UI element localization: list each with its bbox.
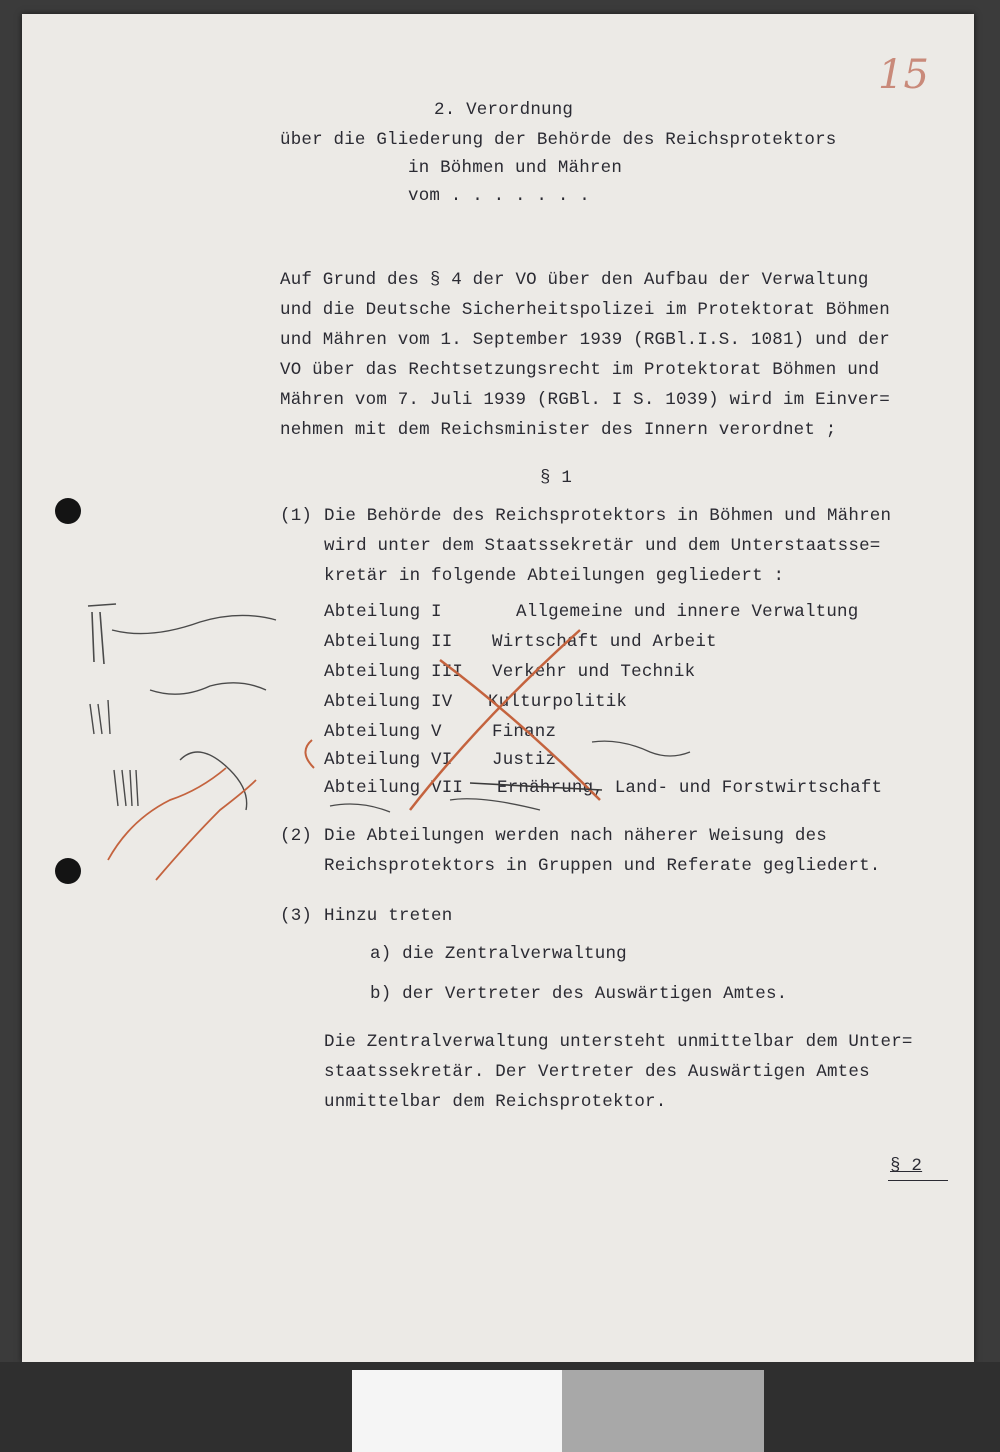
white-swatch — [352, 1370, 562, 1452]
department-name-7: Ernährung, Land- und Forstwirtschaft — [497, 778, 883, 798]
department-name-4: Kulturpolitik — [488, 692, 628, 712]
para-2-line-2: Reichsprotektors in Gruppen und Referate gegliedert. — [324, 856, 881, 876]
para-2-number: (2) — [280, 826, 313, 846]
title-line-1: 2. Verordnung — [434, 100, 574, 120]
department-label-1: Abteilung I — [324, 602, 442, 622]
department-label-6: Abteilung VI — [324, 750, 453, 770]
department-name-6: Justiz — [492, 750, 557, 770]
closing-line-2: staatssekretär. Der Vertreter des Auswärtigen Amtes — [324, 1062, 870, 1082]
title-line-3: in Böhmen und Mähren — [408, 158, 623, 178]
para-2-line-1: Die Abteilungen werden nach näherer Weisung des — [324, 826, 827, 846]
page-number: 15 — [878, 52, 929, 98]
department-label-2: Abteilung II — [324, 632, 453, 652]
department-name-1: Allgemeine und innere Verwaltung — [516, 602, 859, 622]
punch-hole-bottom — [55, 858, 81, 884]
para-1-line-1: Die Behörde des Reichsprotektors in Böhmen und Mähren — [324, 506, 892, 526]
preamble-line-1: Auf Grund des § 4 der VO über den Aufbau der Verwaltung — [280, 270, 869, 290]
title-line-2: über die Gliederung der Behörde des Reichsprotektors — [280, 130, 837, 150]
closing-line-3: unmittelbar dem Reichsprotektor. — [324, 1092, 667, 1112]
gray-swatch — [562, 1370, 764, 1452]
preamble-line-3: und Mähren vom 1. September 1939 (RGBl.I.S. 1081) und der — [280, 330, 890, 350]
department-label-3: Abteilung III — [324, 662, 464, 682]
department-label-5: Abteilung V — [324, 722, 442, 742]
department-name-2: Wirtschaft und Arbeit — [492, 632, 717, 652]
preamble-line-6: nehmen mit dem Reichsminister des Innern verordnet ; — [280, 420, 837, 440]
preamble-line-4: VO über das Rechtsetzungsrecht im Protektorat Böhmen und — [280, 360, 880, 380]
document-page — [22, 14, 974, 1362]
preamble-line-5: Mähren vom 7. Juli 1939 (RGBl. I S. 1039) wird im Einver= — [280, 390, 890, 410]
para-3-number: (3) — [280, 906, 313, 926]
preamble-line-2: und die Deutsche Sicherheitspolizei im Protektorat Böhmen — [280, 300, 890, 320]
para-3-intro: Hinzu treten — [324, 906, 453, 926]
closing-line-1: Die Zentralverwaltung untersteht unmittelbar dem Unter= — [324, 1032, 913, 1052]
para-3-item-b: b) der Vertreter des Auswärtigen Amtes. — [370, 984, 788, 1004]
footer-section-ref: § 2 — [890, 1156, 923, 1176]
title-line-4: vom . . . . . . . — [408, 186, 590, 206]
department-label-4: Abteilung IV — [324, 692, 453, 712]
punch-hole-top — [55, 498, 81, 524]
para-1-line-2: wird unter dem Staatssekretär und dem Unterstaatsse= — [324, 536, 881, 556]
para-3-item-a: a) die Zentralverwaltung — [370, 944, 627, 964]
department-name-5: Finanz — [492, 722, 557, 742]
para-1-line-3: kretär in folgende Abteilungen gegliedert : — [324, 566, 785, 586]
department-label-7: Abteilung VII — [324, 778, 464, 798]
footer-underline — [888, 1180, 948, 1181]
department-name-3: Verkehr und Technik — [492, 662, 696, 682]
para-1-number: (1) — [280, 506, 313, 526]
section-heading-1: § 1 — [540, 468, 573, 488]
